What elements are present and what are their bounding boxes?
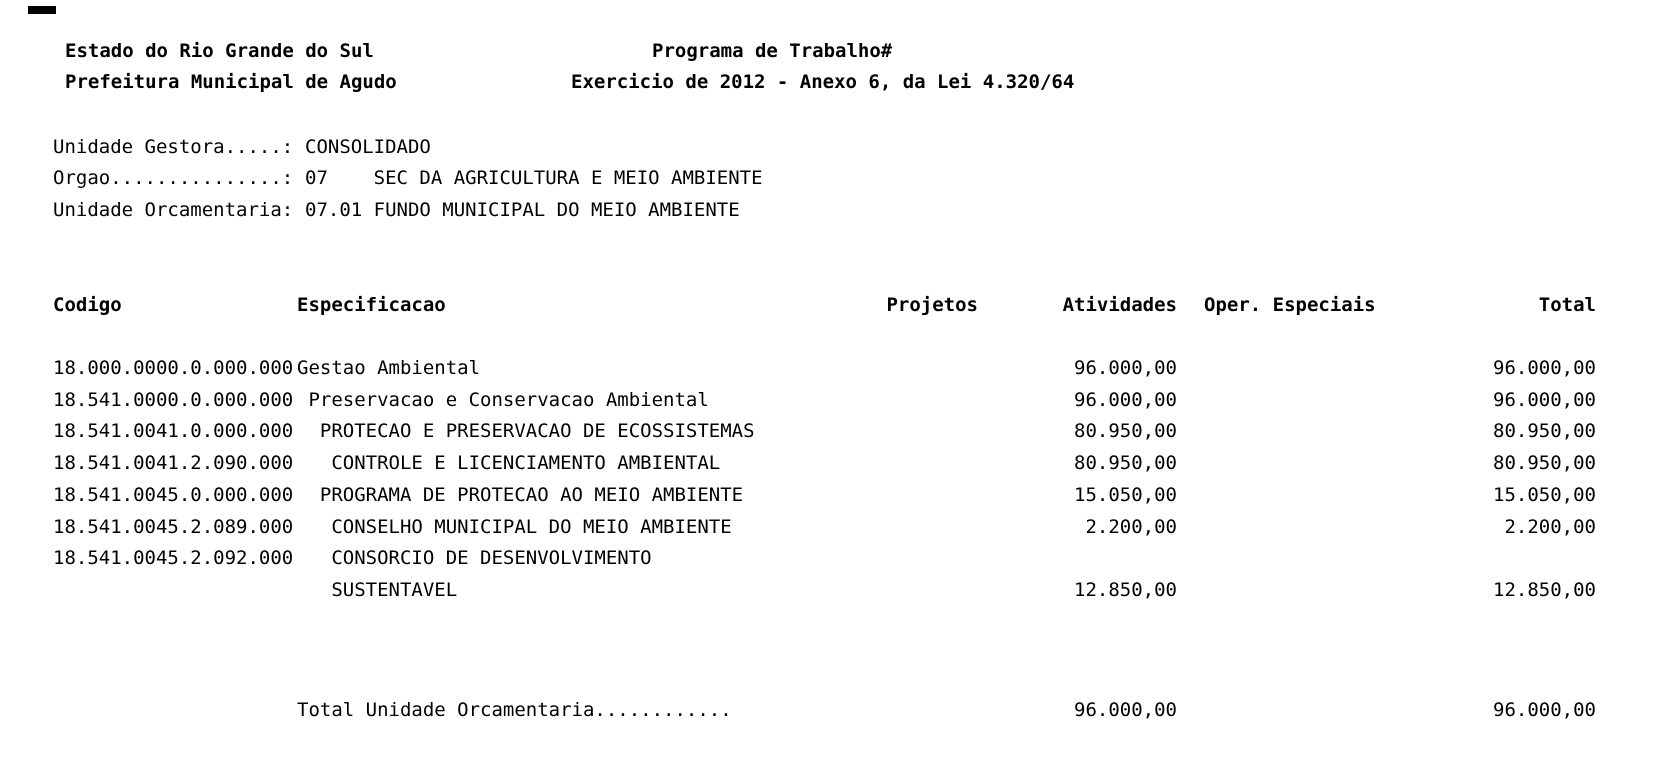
row-especificacao: PROGRAMA DE PROTECAO AO MEIO AMBIENTE (297, 484, 744, 506)
row-code: 18.541.0045.2.092.000 (53, 547, 294, 569)
table-header-row (0, 295, 1653, 315)
row-especificacao: CONSORCIO DE DESENVOLVIMENTO (297, 547, 652, 569)
unidade-orcamentaria-label: Unidade Orcamentaria: (53, 199, 294, 221)
row-especificacao: Gestao Ambiental (297, 357, 481, 379)
row-total-value: 2.200,00 (1504, 516, 1596, 538)
table-row (0, 517, 1653, 537)
row-atividades-value: 2.200,00 (1085, 516, 1177, 538)
header-municipality: Prefeitura Municipal de Agudo (65, 71, 397, 93)
row-atividades-value: 15.050,00 (1074, 484, 1177, 506)
row-especificacao: SUSTENTAVEL (297, 579, 458, 601)
row-especificacao: CONSELHO MUNICIPAL DO MEIO AMBIENTE (297, 516, 732, 538)
col-header-projetos: Projetos (886, 294, 978, 316)
row-total-value: 15.050,00 (1493, 484, 1596, 506)
row-total-value: 80.950,00 (1493, 452, 1596, 474)
row-total-value: 12.850,00 (1493, 579, 1596, 601)
table-row (0, 453, 1653, 473)
unidade-gestora-label: Unidade Gestora.....: (53, 136, 294, 158)
table-row (0, 485, 1653, 505)
footer-total-value: 96.000,00 (1493, 699, 1596, 721)
scan-artifact-mark (28, 6, 56, 14)
row-code: 18.541.0041.0.000.000 (53, 420, 294, 442)
col-header-codigo: Codigo (53, 294, 122, 316)
col-header-atividades: Atividades (1062, 294, 1177, 316)
table-footer-row (0, 700, 1653, 720)
row-total-value: 96.000,00 (1493, 357, 1596, 379)
col-header-total: Total (1538, 294, 1596, 316)
row-especificacao: CONTROLE E LICENCIAMENTO AMBIENTAL (297, 452, 721, 474)
orgao-value: 07 SEC DA AGRICULTURA E MEIO AMBIENTE (305, 167, 763, 189)
row-atividades-value: 12.850,00 (1074, 579, 1177, 601)
row-code: 18.000.0000.0.000.000 (53, 357, 294, 379)
row-code: 18.541.0045.2.089.000 (53, 516, 294, 538)
row-code: 18.541.0000.0.000.000 (53, 389, 294, 411)
footer-total-atividades-value: 96.000,00 (1074, 699, 1177, 721)
row-especificacao: PROTECAO E PRESERVACAO DE ECOSSISTEMAS (297, 420, 755, 442)
table-row (0, 580, 1653, 600)
table-row (0, 390, 1653, 410)
header-state: Estado do Rio Grande do Sul (65, 40, 374, 62)
row-atividades-value: 80.950,00 (1074, 420, 1177, 442)
table-row (0, 421, 1653, 441)
unidade-orcamentaria-value: 07.01 FUNDO MUNICIPAL DO MEIO AMBIENTE (305, 199, 740, 221)
row-total-value: 80.950,00 (1493, 420, 1596, 442)
header-report-title: Programa de Trabalho# (652, 40, 893, 62)
col-header-oper-especiais: Oper. Especiais (1204, 294, 1376, 316)
row-code: 18.541.0041.2.090.000 (53, 452, 294, 474)
unidade-gestora-value: CONSOLIDADO (305, 136, 431, 158)
row-atividades-value: 96.000,00 (1074, 389, 1177, 411)
header-report-subtitle: Exercicio de 2012 - Anexo 6, da Lei 4.320/64 (571, 71, 1075, 93)
row-atividades-value: 80.950,00 (1074, 452, 1177, 474)
row-especificacao: Preservacao e Conservacao Ambiental (297, 389, 709, 411)
footer-total-label: Total Unidade Orcamentaria............ (297, 699, 732, 721)
table-row (0, 548, 1653, 568)
table-row (0, 358, 1653, 378)
col-header-especificacao: Especificacao (297, 294, 446, 316)
row-code: 18.541.0045.0.000.000 (53, 484, 294, 506)
row-atividades-value: 96.000,00 (1074, 357, 1177, 379)
row-total-value: 96.000,00 (1493, 389, 1596, 411)
orgao-label: Orgao...............: (53, 167, 294, 189)
